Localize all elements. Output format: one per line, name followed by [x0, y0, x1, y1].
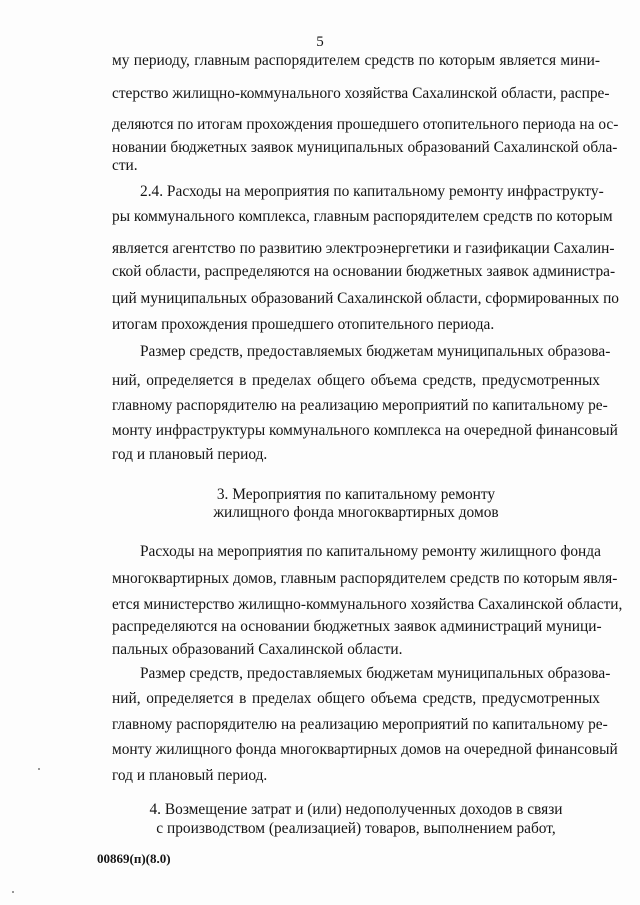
text-line: является агентство по развитию электроэнергетики и газификации Сахалин-: [112, 240, 615, 257]
text-line: ний, определяется в пределах общего объема средств, предусмотренных: [112, 690, 600, 707]
text-line: ний, определяется в пределах общего объема средств, предусмотренных: [112, 372, 600, 389]
text-line: 2.4. Расходы на мероприятия по капитальному ремонту инфраструкту-: [140, 183, 604, 200]
page-number: 5: [316, 34, 324, 50]
text-line: му периоду, главным распорядителем средств по которым является мини-: [112, 52, 600, 69]
section-heading: 4. Возмещение затрат и (или) недополученных доходов в связи: [149, 801, 563, 818]
text-line: сти.: [112, 157, 138, 174]
document-code: 00869(п)(8.0): [97, 851, 171, 866]
text-line: новании бюджетных заявок муниципальных образований Сахалинской обла-: [112, 139, 618, 156]
text-line: стерство жилищно-коммунального хозяйства Сахалинской области, распре-: [112, 85, 610, 102]
text-line: год и плановый период.: [112, 767, 268, 784]
section-heading: 3. Мероприятия по капитальному ремонту: [216, 486, 496, 503]
text-line: пальных образований Сахалинской области.: [112, 641, 403, 658]
text-line: монту жилищного фонда многоквартирных домов на очередной финансовый: [112, 741, 618, 758]
section-heading: с производством (реализацией) товаров, выполнением работ,: [156, 820, 556, 837]
text-line: монту инфраструктуры коммунального комплекса на очередной финансовый: [112, 422, 618, 439]
scan-speck: [38, 768, 40, 770]
text-line: ры коммунального комплекса, главным распорядителем средств по которым: [112, 208, 613, 225]
text-line: многоквартирных домов, главным распорядителем средств по которым явля-: [112, 570, 618, 587]
text-line: ской области, распределяются на основании бюджетных заявок администра-: [112, 263, 616, 280]
text-line: Расходы на мероприятия по капитальному ремонту жилищного фонда: [140, 543, 601, 560]
text-line: ется министерство жилищно-коммунального хозяйства Сахалинской области,: [112, 596, 623, 613]
text-line: год и плановый период.: [112, 446, 268, 463]
text-line: Размер средств, предоставляемых бюджетам муниципальных образова-: [140, 665, 611, 682]
text-line: главному распорядителю на реализацию мероприятий по капитальному ре-: [112, 397, 608, 414]
text-line: деляются по итогам прохождения прошедшего отопительного периода на ос-: [112, 116, 619, 133]
text-line: итогам прохождения прошедшего отопительного периода.: [112, 316, 495, 333]
text-line: Размер средств, предоставляемых бюджетам муниципальных образова-: [140, 343, 611, 360]
scan-speck: [12, 891, 14, 893]
text-line: ций муниципальных образований Сахалинской области, сформированных по: [112, 290, 620, 307]
text-line: главному распорядителю на реализацию мероприятий по капитальному ре-: [112, 716, 608, 733]
text-line: распределяются на основании бюджетных заявок администраций муници-: [112, 618, 602, 635]
section-heading: жилищного фонда многоквартирных домов: [213, 504, 499, 521]
